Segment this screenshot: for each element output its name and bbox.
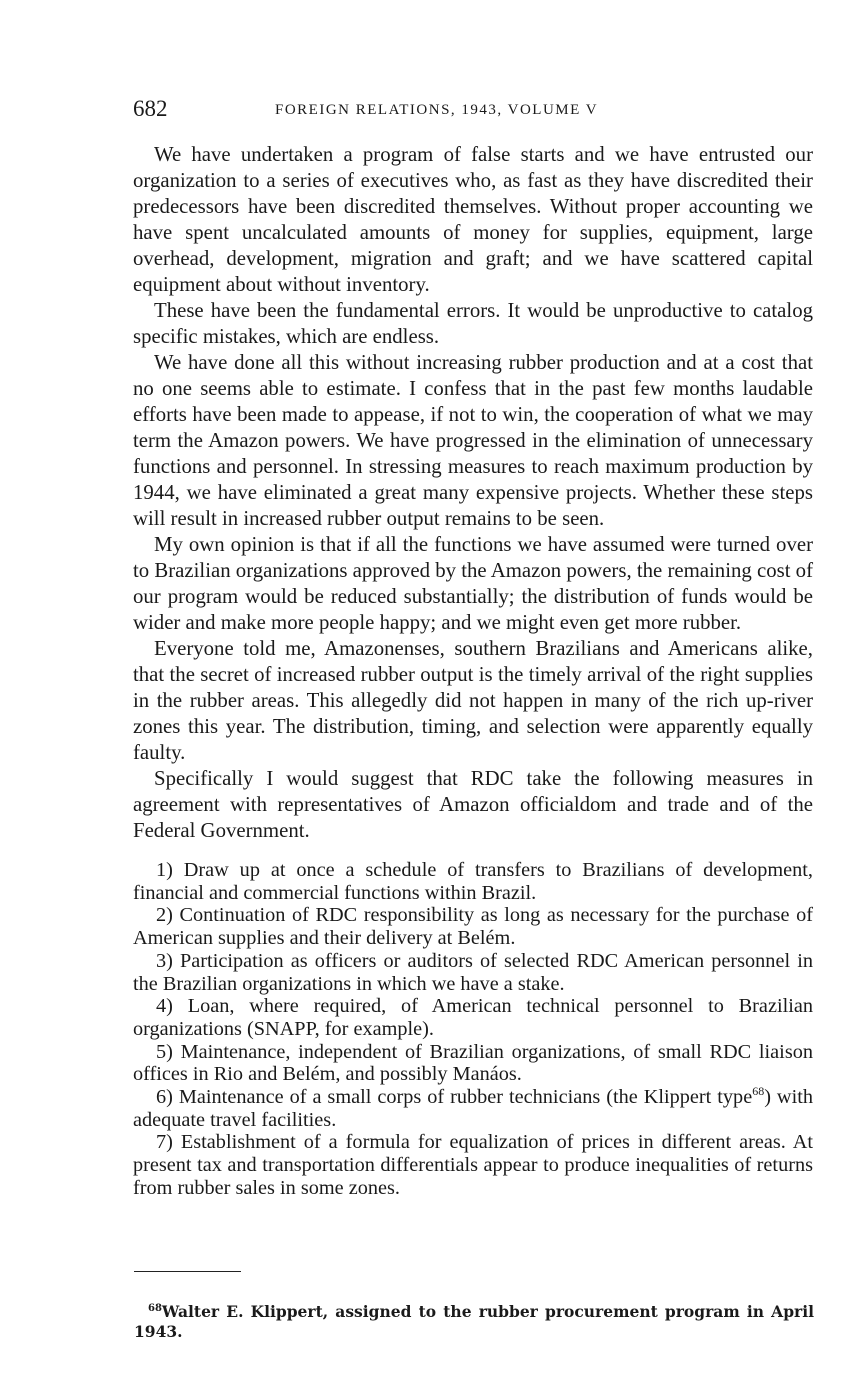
- paragraph: My own opinion is that if all the functions we have assumed were turned over to Brazilian organizations approved by the Amazon powers, the remaining cost of our program would be reduced substantially; the distribution of funds would be wider and make more people happy; and we might even get more rubber.: [133, 533, 813, 634]
- footnote-marker: 68: [148, 1302, 162, 1314]
- paragraph: These have been the fundamental errors. It would be unproductive to catalog specific mistakes, which are endless.: [133, 299, 813, 348]
- page-number: 682: [133, 96, 168, 121]
- list-item-text: ) with adequate travel facilities.: [133, 1086, 813, 1131]
- list-item: [133, 1086, 813, 1131]
- running-head: FOREIGN RELATIONS, 1943, VOLUME V: [275, 102, 599, 118]
- list-item: 5) Maintenance, independent of Brazilian organizations, of small RDC liaison offices in Rio and Belém, and possibly Manáos.: [133, 1040, 813, 1086]
- measures-list: [133, 859, 813, 1200]
- page-header: [133, 94, 813, 124]
- footnote-text: Walter E. Klippert, assigned to the rubber procurement program in April 1943.: [134, 1301, 814, 1341]
- paragraph: Everyone told me, Amazonenses, southern Brazilians and Americans alike, that the secret of increased rubber output is the timely arrival of the right supplies in the rubber areas. This allegedly did not happen in many of the rich up-river zones this year. The distribution, timing, and selection were apparently equally faulty.: [133, 637, 813, 764]
- body-text: [133, 142, 813, 1200]
- list-item: 7) Establishment of a formula for equalization of prices in different areas. At present tax and transportation differentials appear to produce inequalities of returns from rubber sales in some zones.: [133, 1131, 813, 1199]
- list-item: 2) Continuation of RDC responsibility as long as necessary for the purchase of American supplies and their delivery at Belém.: [133, 904, 813, 950]
- footnote-divider: [134, 1271, 241, 1272]
- footnote-reference: 68: [752, 1084, 765, 1099]
- footnote: [134, 1302, 814, 1342]
- paragraph: Specifically I would suggest that RDC take the following measures in agreement with representatives of Amazon officialdom and trade and of the Federal Government.: [133, 767, 813, 842]
- paragraph: We have undertaken a program of false starts and we have entrusted our organization to a series of executives who, as fast as they have discredited their predecessors have been discredited themselves. Without proper accounting we have spent uncalculated amounts of money for supplies, equipment, large overhead, development, migration and graft; and we have scattered capital equipment about without inventory.: [133, 143, 813, 296]
- list-item: 1) Draw up at once a schedule of transfers to Brazilians of development, financial and commercial functions within Brazil.: [133, 859, 813, 904]
- list-item-text: 6) Maintenance of a small corps of rubber technicians (the Klippert type: [156, 1086, 753, 1109]
- list-item: 4) Loan, where required, of American technical personnel to Brazilian organizations (SNAPP, for example).: [133, 995, 813, 1040]
- paragraph: We have done all this without increasing rubber production and at a cost that no one seems able to estimate. I confess that in the past few months laudable efforts have been made to appease, if not to win, the cooperation of what we may term the Amazon powers. We have progressed in the elimination of unnecessary functions and personnel. In stressing measures to reach maximum production by 1944, we have eliminated a great many expensive projects. Whether these steps will result in increased rubber output remains to be seen.: [133, 351, 813, 530]
- list-item: 3) Participation as officers or auditors of selected RDC American personnel in the Brazilian organizations in which we have a stake.: [133, 949, 813, 995]
